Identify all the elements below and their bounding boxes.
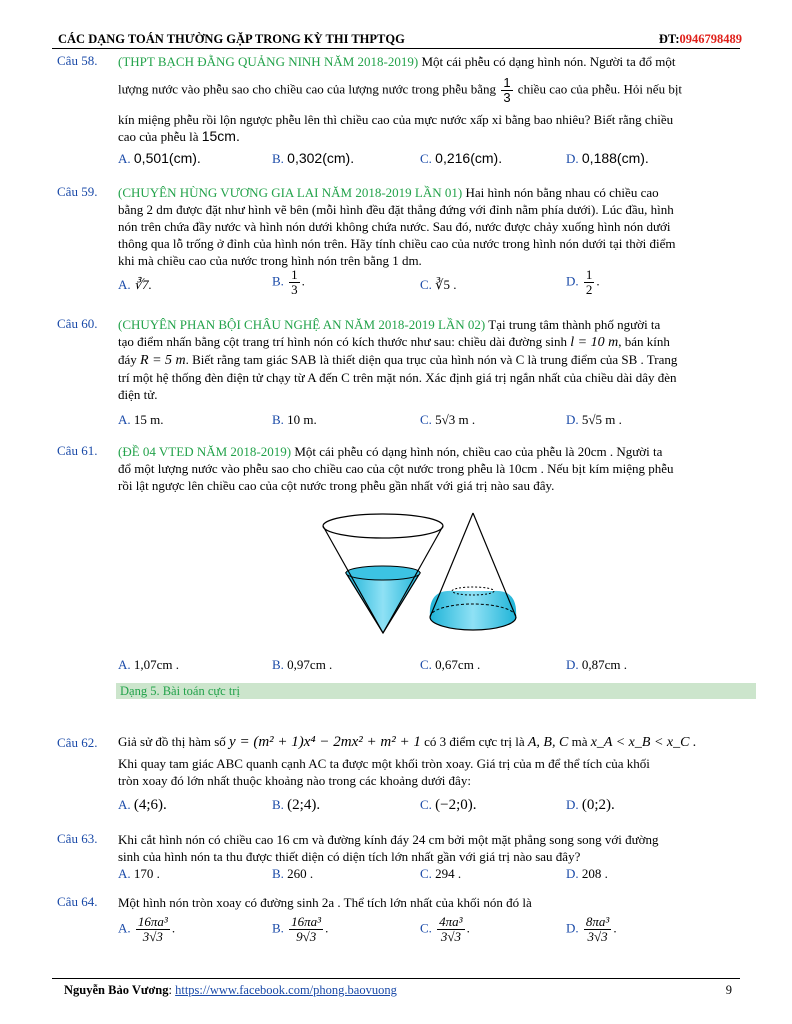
q63-label: Câu 63. (57, 831, 98, 846)
footer: Nguyễn Bảo Vương: https://www.facebook.com/phong.baovuong (64, 983, 397, 997)
q58-option-b[interactable]: B. 0,302(cm). (272, 150, 355, 166)
q62-line2: Khi quay tam giác ABC quanh cạnh AC ta được một khối tròn xoay. Giá trị của m để thể tích của khối (118, 756, 650, 771)
q64-body (118, 894, 728, 911)
q62-body (118, 733, 728, 789)
q62-line3: tròn xoay đó lớn nhất thuộc khoảng nào trong các khoảng dưới đây: (118, 773, 471, 788)
q60-line4: trí một hệ thống đèn điện tử chạy từ A đến C trên mặt nón. Xác định giá trị ngắn nhất của chiều dài dây đèn (118, 370, 677, 385)
q61-option-b[interactable]: B. 0,97cm . (272, 657, 333, 672)
q60-line2: tạo điểm nhấn bằng cột trang trí hình nón có kích thước như sau: chiều dài đường sinh l = 10 m, bán kính (118, 334, 670, 350)
q60-option-a[interactable]: A. 15 m. (118, 412, 164, 427)
header-title: CÁC DẠNG TOÁN THƯỜNG GẶP TRONG KỲ THI THPTQG (58, 32, 405, 46)
q61-line1: (ĐỀ 04 VTED NĂM 2018-2019) Một cái phễu có dạng hình nón, chiều cao của phễu là 20cm . Người ta (118, 444, 663, 459)
q60-line1: (CHUYÊN PHAN BỘI CHÂU NGHỆ AN NĂM 2018-2019 LẦN 02) Tại trung tâm thành phố người ta (118, 317, 661, 332)
q59-line1: (CHUYÊN HÙNG VƯƠNG GIA LAI NĂM 2018-2019 LẦN 01) Hai hình nón bằng nhau có chiều cao (118, 185, 659, 200)
q61-body (118, 443, 728, 494)
q58-option-d[interactable]: D. 0,188(cm). (566, 150, 649, 166)
q60-option-d[interactable]: D. 5√5 m . (566, 412, 622, 427)
q61-label: Câu 61. (57, 443, 98, 458)
q63-line2: sinh của hình nón ta thu được thiết diện có diện tích lớn nhất gần với giá trị nào sau đây? (118, 849, 581, 864)
q59-line2: bằng 2 dm được đặt như hình vẽ bên (mỗi hình đều đặt thẳng đứng với đỉnh nằm phía dưới). Lúc đầu, hình (118, 202, 674, 217)
q59-line3: nón trên chứa đầy nước và hình nón dưới không chứa nước. Sau đó, nước được chảy xuống hình nón dưới (118, 219, 671, 234)
q59-option-a[interactable]: A. ∛7. (118, 277, 152, 292)
q64-label: Câu 64. (57, 894, 98, 909)
q63-option-c[interactable]: C. 294 . (420, 866, 462, 881)
q58-line3: kín miệng phễu rồi lộn ngược phễu lên thì chiều cao của mực nước xấp xỉ bằng bao nhiêu? Biết rằng chiều (118, 112, 674, 127)
q63-option-d[interactable]: D. 208 . (566, 866, 608, 881)
q63-line1: Khi cắt hình nón có chiều cao 16 cm và đường kính đáy 24 cm bởi một mặt phẳng song song với đường (118, 832, 659, 847)
cones-figure (310, 505, 530, 650)
q58-line4: cao của phễu là 15cm. (118, 128, 240, 144)
q59-line5: khi mà chiều cao của nước trong hình nón trên bằng 1 dm. (118, 253, 422, 268)
q64-option-c[interactable]: C. $\frac{\text{4πa³}}{3√3}$ . (420, 914, 470, 944)
q64-line1: Một hình nón tròn xoay có đường sinh 2a . Thể tích lớn nhất của khối nón đó là (118, 895, 532, 910)
q60-body (118, 316, 728, 403)
q58-line2: lượng nước vào phễu sao cho chiều cao của lượng nước trong phễu bằng $\frac{1}{3}$ chiều cao của phễu. Hỏi nếu bịt (118, 75, 683, 105)
q59-body (118, 184, 728, 269)
q58-fraction: $\frac{1}{3}$ (503, 75, 511, 105)
footer-facebook-link[interactable]: https://www.facebook.com/phong.baovuong (175, 983, 397, 997)
q61-line3: rồi lật ngược lên chiều cao của cột nước trong phễu gần nhất với giá trị nào sau đây. (118, 478, 555, 493)
funnel-apex-down (323, 514, 443, 633)
footer-divider (52, 978, 740, 979)
q60-label: Câu 60. (57, 316, 98, 331)
q60-option-c[interactable]: C. 5√3 m . (420, 412, 476, 427)
page-number: 9 (725, 983, 732, 997)
q64-option-a[interactable]: A. $\frac{\text{16πa³}}{3√3}$ . (118, 914, 176, 944)
q59-option-b[interactable]: B. $\frac{1}{3}$ . (272, 267, 305, 297)
q58-option-a[interactable]: A. 0,501(cm). (118, 150, 201, 166)
q60-line3: đáy R = 5 m. Biết rằng tam giác SAB là thiết diện qua trục của hình nón và C là trung điểm của SB . Trang (118, 352, 678, 368)
q63-option-b[interactable]: B. 260 . (272, 866, 314, 881)
header-phone: ĐT:0946798489 (658, 32, 742, 46)
q64-option-b[interactable]: B. $\frac{\text{16πa³}}{9√3}$ . (272, 914, 329, 944)
funnel-apex-up (430, 513, 516, 630)
q63-body (118, 831, 728, 865)
q61-option-d[interactable]: D. 0,87cm . (566, 657, 628, 672)
section-heading: Dạng 5. Bài toán cực trị (116, 683, 756, 699)
q62-option-b[interactable]: B. (2;4). (272, 797, 321, 813)
q61-option-c[interactable]: C. 0,67cm . (420, 657, 481, 672)
q62-option-a[interactable]: A. (4;6). (118, 797, 167, 813)
q58-body (118, 53, 728, 145)
q59-label: Câu 59. (57, 184, 98, 199)
q59-line4: thông qua lỗ trống ở đỉnh của hình nón trên. Hãy tính chiều cao của nước trong hình nón dưới tại thời điểm (118, 236, 676, 251)
q62-option-d[interactable]: D. (0;2). (566, 797, 615, 813)
q61-option-a[interactable]: A. 1,07cm . (118, 657, 180, 672)
footer-author: Nguyễn Bảo Vương (64, 983, 169, 997)
q60-line5: điện tử. (118, 387, 158, 402)
q58-line1: (THPT BẠCH ĐẰNG QUẢNG NINH NĂM 2018-2019) Một cái phễu có dạng hình nón. Người ta đổ một (118, 54, 676, 69)
q64-option-d[interactable]: D. $\frac{\text{8πa³}}{3√3}$ . (566, 914, 617, 944)
q63-option-a[interactable]: A. 170 . (118, 866, 160, 881)
q62-label: Câu 62. (57, 735, 98, 750)
q59-option-c[interactable]: C. ∛5 . (420, 277, 457, 292)
q58-label: Câu 58. (57, 53, 98, 68)
q62-line1: Giả sử đồ thị hàm số y = (m² + 1)x⁴ − 2mx² + m² + 1 có 3 điểm cực trị là A, B, C mà x_A < x_B < x_C . (118, 734, 697, 750)
header-divider (52, 48, 740, 49)
q62-option-c[interactable]: C. (−2;0). (420, 797, 477, 813)
q60-option-b[interactable]: B. 10 m. (272, 412, 317, 427)
q58-option-c[interactable]: C. 0,216(cm). (420, 150, 503, 166)
q59-option-d[interactable]: D. $\frac{1}{2}$ . (566, 267, 600, 297)
q61-line2: đổ một lượng nước vào phễu sao cho chiều cao của cột nước trong phễu là 10cm . Nếu bịt kím miệng phễu (118, 461, 674, 476)
